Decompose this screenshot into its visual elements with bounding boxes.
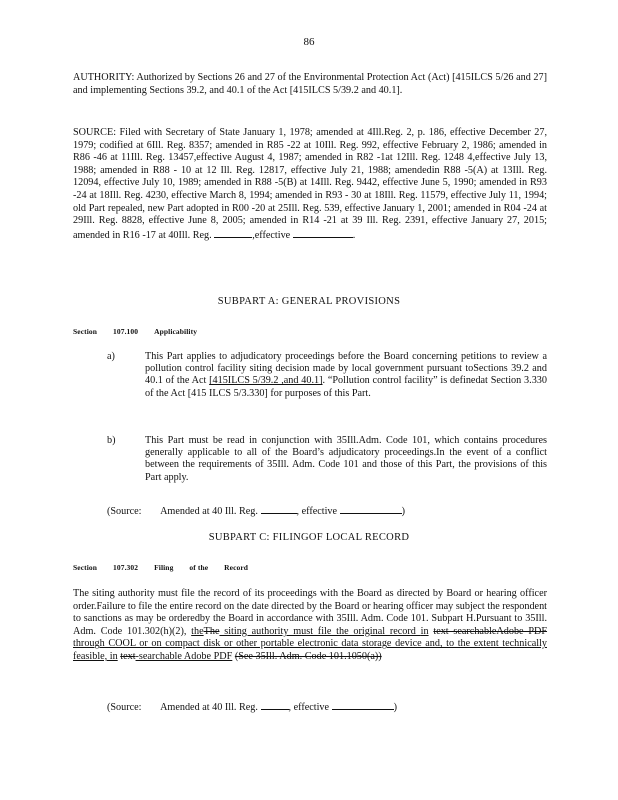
filing-delete-text: text searchableAdobe PDF bbox=[433, 625, 548, 637]
filing-insert-searchable: -searchable Adobe PDF bbox=[135, 650, 233, 662]
item-a-text-rest: . “Pollution control facility” is definedat Section 3.330 of the Act [415 ILCS 5/3.330] for purposes of this Part. bbox=[145, 375, 547, 399]
source-close: ) bbox=[393, 702, 397, 713]
section-107-100-heading bbox=[73, 327, 197, 336]
filing-paragraph bbox=[73, 588, 547, 664]
blank-effective bbox=[340, 504, 402, 514]
filing-insert-the: the bbox=[191, 625, 204, 637]
filing-delete-see: (See 35Ill. Adm. Code 101.1050(a)) bbox=[234, 650, 382, 662]
filing-insert-through: through COOL or on compact disk or other portable electronic data storage device and, to the extent technically feasible, in bbox=[73, 638, 547, 662]
source-close: ) bbox=[401, 506, 405, 517]
subpart-c-heading: SUBPART C: FILINGOF LOCAL RECORD bbox=[208, 532, 410, 543]
blank-reg bbox=[214, 228, 252, 238]
section-label: Section bbox=[73, 327, 98, 336]
filing-plain: The siting authority must file the record of its proceedings with the Board as directed by Board or hearing officer order.Failure to file the entire record on the date directed by the Board or hearing officer may subject the respondent to sanctions as may be orderedby the Board in accordance with 35Ill. Adm. Code 101. Subpart H.Pursuant to 35Ill. Adm. Code 101.302(h)(2), bbox=[73, 588, 547, 637]
item-a-text-plain: This Part applies to adjudicatory proceedings before the Board concerning petitions to review a pollution control facility siting decision made by local government pursuant toSections 39.2 and 40.1 of the Act bbox=[145, 351, 547, 387]
filing-delete-the: The bbox=[203, 625, 220, 637]
subpart-a-heading: SUBPART A: GENERAL PROVISIONS bbox=[217, 296, 401, 307]
filing-in: in bbox=[420, 625, 429, 637]
item-a-text bbox=[145, 351, 547, 400]
blank-reg bbox=[261, 700, 289, 710]
source-text: SOURCE: Filed with Secretary of State January 1, 1978; amended at 4Ill.Reg. 2, p. 186, effective December 27, 1979; codified at 6Ill. Reg. 8357; amended in R85 -22 at 10Ill. Reg. 992, effective February 2, 1986; amended in R86 -46 at 11Ill. Reg. 13457,effective August 4, 1987; amended in R82 -1at 12Ill. Reg. 1248 4,effective July 13, 1988; amended in R88 - 10 at 12 Ill. Reg. 12817, effective July 21, 1988; amendedin R88 -5(A) at 13Ill. Reg. 12094, effective July 10, 1989; amended in R88 -5(B) at 14Ill. Reg. 9442, effective June 5, 1990; amended in R93 -24 at 18Ill. Reg. 4230, effective March 8, 1994; amended in R93 - 30 at 18Ill. Reg. 11579, effective July 11, 1994; old Part repealed, new Part adopted in R00 -20 at 25Ill. Reg. 539, effective January 1, 2001; amended in R04 -24 at 29Ill. Reg. 8828, effective June 8, 2005; amended in R14 -21 at 39 Ill. Reg. 2391, effective January 27, 2015; amended in R16 -17 at 40Ill. bbox=[73, 127, 547, 241]
source-effective: , effective bbox=[296, 506, 338, 517]
item-a-underlined: [415ILCS 5/39.2 ,and 40.1] bbox=[209, 375, 323, 387]
source-effective: ,effective bbox=[252, 229, 291, 241]
source-amended: Amended at 40 Ill. Reg. bbox=[160, 702, 258, 713]
authority-paragraph: AUTHORITY: Authorized by Sections 26 and 27 of the Environmental Protection Act (Act) [415ILCS 5/26 and 27] and implementing Sections 39.2, and 40.1 of the Act [415ILCS 5/39.2 and 40.1]. bbox=[73, 72, 547, 96]
source-paragraph bbox=[73, 127, 547, 242]
blank-reg bbox=[261, 504, 297, 514]
item-label: a) bbox=[107, 351, 115, 362]
source-note-1 bbox=[107, 504, 405, 517]
source-note-2 bbox=[107, 700, 397, 713]
source-effective: , effective bbox=[288, 702, 330, 713]
blank-effective bbox=[293, 228, 353, 238]
item-b-text: This Part must be read in conjunction with 35Ill.Adm. Code 101, which contains procedures generally applicable to all of the Board’s adjudicatory proceedings.In the event of a conflict between the requirements of 35Ill. Adm. Code 101 and those of this Part, the provisions of this Part apply. bbox=[145, 435, 547, 483]
source-reg-prefix: Reg. bbox=[192, 229, 212, 241]
item-label: b) bbox=[107, 435, 116, 446]
section-label: Section bbox=[73, 563, 98, 572]
section-title-c: Record bbox=[224, 563, 249, 572]
source-prefix: (Source: bbox=[107, 702, 142, 713]
blank-effective bbox=[332, 700, 394, 710]
section-title: Applicability bbox=[154, 327, 198, 336]
section-107-302-heading bbox=[73, 563, 248, 572]
filing-mid: siting authority must file the original record bbox=[219, 625, 421, 637]
source-end: . bbox=[352, 229, 356, 241]
section-title-a: Filing bbox=[154, 563, 174, 572]
section-code: 107.100 bbox=[113, 327, 139, 336]
filing-delete-text2: text bbox=[120, 650, 136, 662]
source-prefix: (Source: bbox=[107, 506, 142, 517]
section-title-b: of the bbox=[189, 563, 209, 572]
page-number: 86 bbox=[303, 36, 315, 48]
section-code: 107.302 bbox=[113, 563, 139, 572]
source-amended: Amended at 40 Ill. Reg. bbox=[160, 506, 258, 517]
